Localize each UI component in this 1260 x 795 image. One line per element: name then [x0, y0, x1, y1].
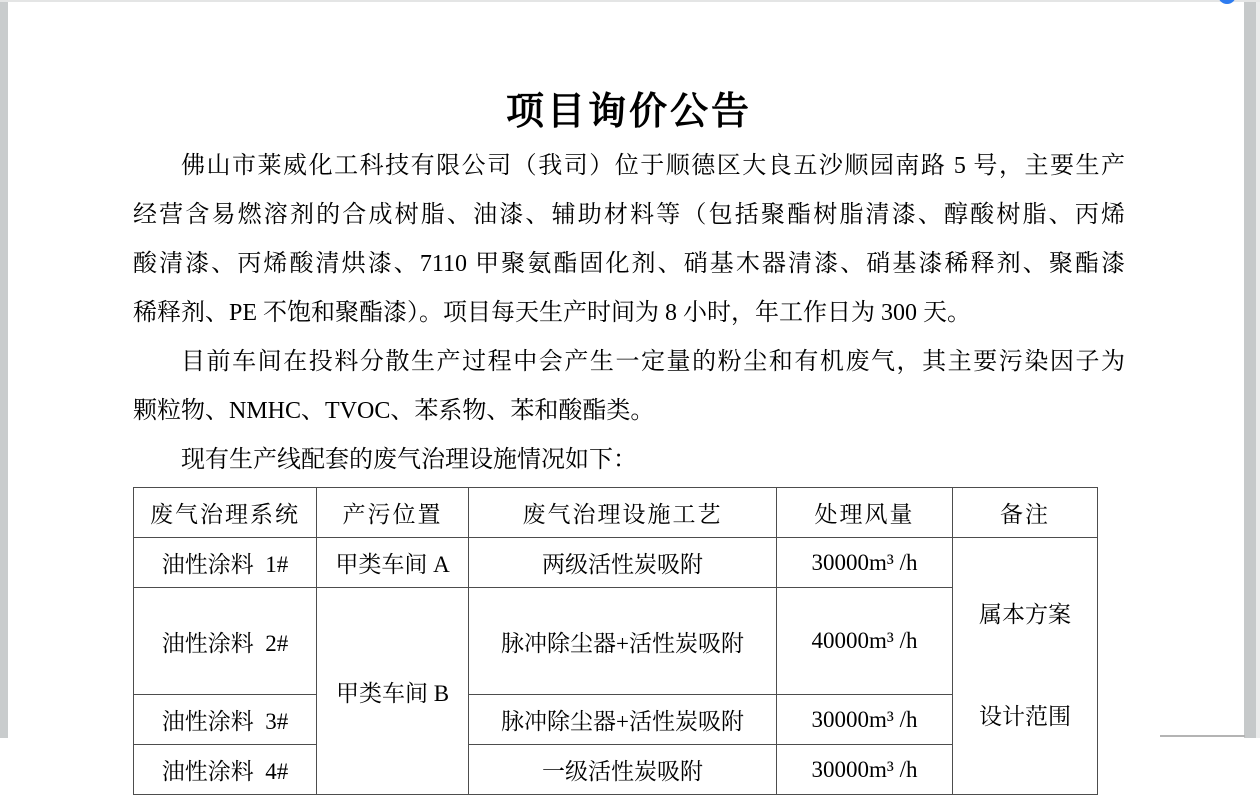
- paragraph-line: 酸清漆、丙烯酸清烘漆、7110 甲聚氨酯固化剂、硝基木器清漆、硝基漆稀释剂、聚酯漆: [133, 251, 1125, 277]
- location-merged-cell: 甲类车间 B: [317, 588, 469, 795]
- paragraph-line: 佛山市莱威化工科技有限公司（我司）位于顺德区大良五沙顺园南路 5 号，主要生产: [181, 153, 1125, 179]
- paragraph-2: [133, 338, 1125, 436]
- paragraph-3: [133, 436, 1125, 485]
- paragraph-line: 经营含易燃溶剂的合成树脂、油漆、辅助材料等（包括聚酯树脂清漆、醇酸树脂、丙烯: [133, 202, 1125, 228]
- remark-line: 设计范围: [979, 704, 1071, 729]
- paragraph-line: 颗粒物、NMHC、TVOC、苯系物、苯和酸酯类。: [133, 398, 655, 424]
- table-header-cell: 处理风量: [777, 488, 953, 538]
- airflow-cell: 40000m³ /h: [777, 588, 953, 695]
- paragraph-line: 现有生产线配套的废气治理设施情况如下：: [181, 447, 637, 473]
- table-header-cell: 产污位置: [317, 488, 469, 538]
- remark-merged-cell: [953, 538, 1098, 795]
- remark-line: 属本方案: [979, 602, 1071, 627]
- paragraph-1: [133, 142, 1125, 338]
- system-cell: 油性涂料 4#: [134, 745, 317, 795]
- airflow-cell: 30000m³ /h: [777, 538, 953, 588]
- table-row: [134, 538, 1098, 588]
- paragraph-line: 稀释剂、PE 不饱和聚酯漆）。项目每天生产时间为 8 小时，年工作日为 300 天。: [133, 300, 972, 326]
- airflow-cell: 30000m³ /h: [777, 745, 953, 795]
- process-cell: 一级活性炭吸附: [469, 745, 777, 795]
- airflow-cell: 30000m³ /h: [777, 695, 953, 745]
- system-cell: 油性涂料 3#: [134, 695, 317, 745]
- process-cell: 脉冲除尘器+活性炭吸附: [469, 695, 777, 745]
- scrollbar-track: [1256, 2, 1260, 738]
- left-gutter: [0, 2, 8, 738]
- table-header-cell: 废气治理系统: [134, 488, 317, 538]
- process-cell: 两级活性炭吸附: [469, 538, 777, 588]
- system-cell: 油性涂料 1#: [134, 538, 317, 588]
- location-cell: 甲类车间 A: [317, 538, 469, 588]
- vertical-scrollbar[interactable]: [1244, 2, 1256, 738]
- table-header-cell: 备注: [953, 488, 1098, 538]
- table-header-cell: 废气治理设施工艺: [469, 488, 777, 538]
- exhaust-treatment-table: [133, 487, 1098, 795]
- paragraph-line: 目前车间在投料分散生产过程中会产生一定量的粉尘和有机废气，其主要污染因子为: [181, 349, 1125, 375]
- page-bottom-edge-line: [1160, 735, 1245, 737]
- table-header-row: [134, 488, 1098, 538]
- process-cell: 脉冲除尘器+活性炭吸附: [469, 588, 777, 695]
- document-title: 项目询价公告: [505, 91, 752, 133]
- document-page: [8, 2, 1244, 784]
- system-cell: 油性涂料 2#: [134, 588, 317, 695]
